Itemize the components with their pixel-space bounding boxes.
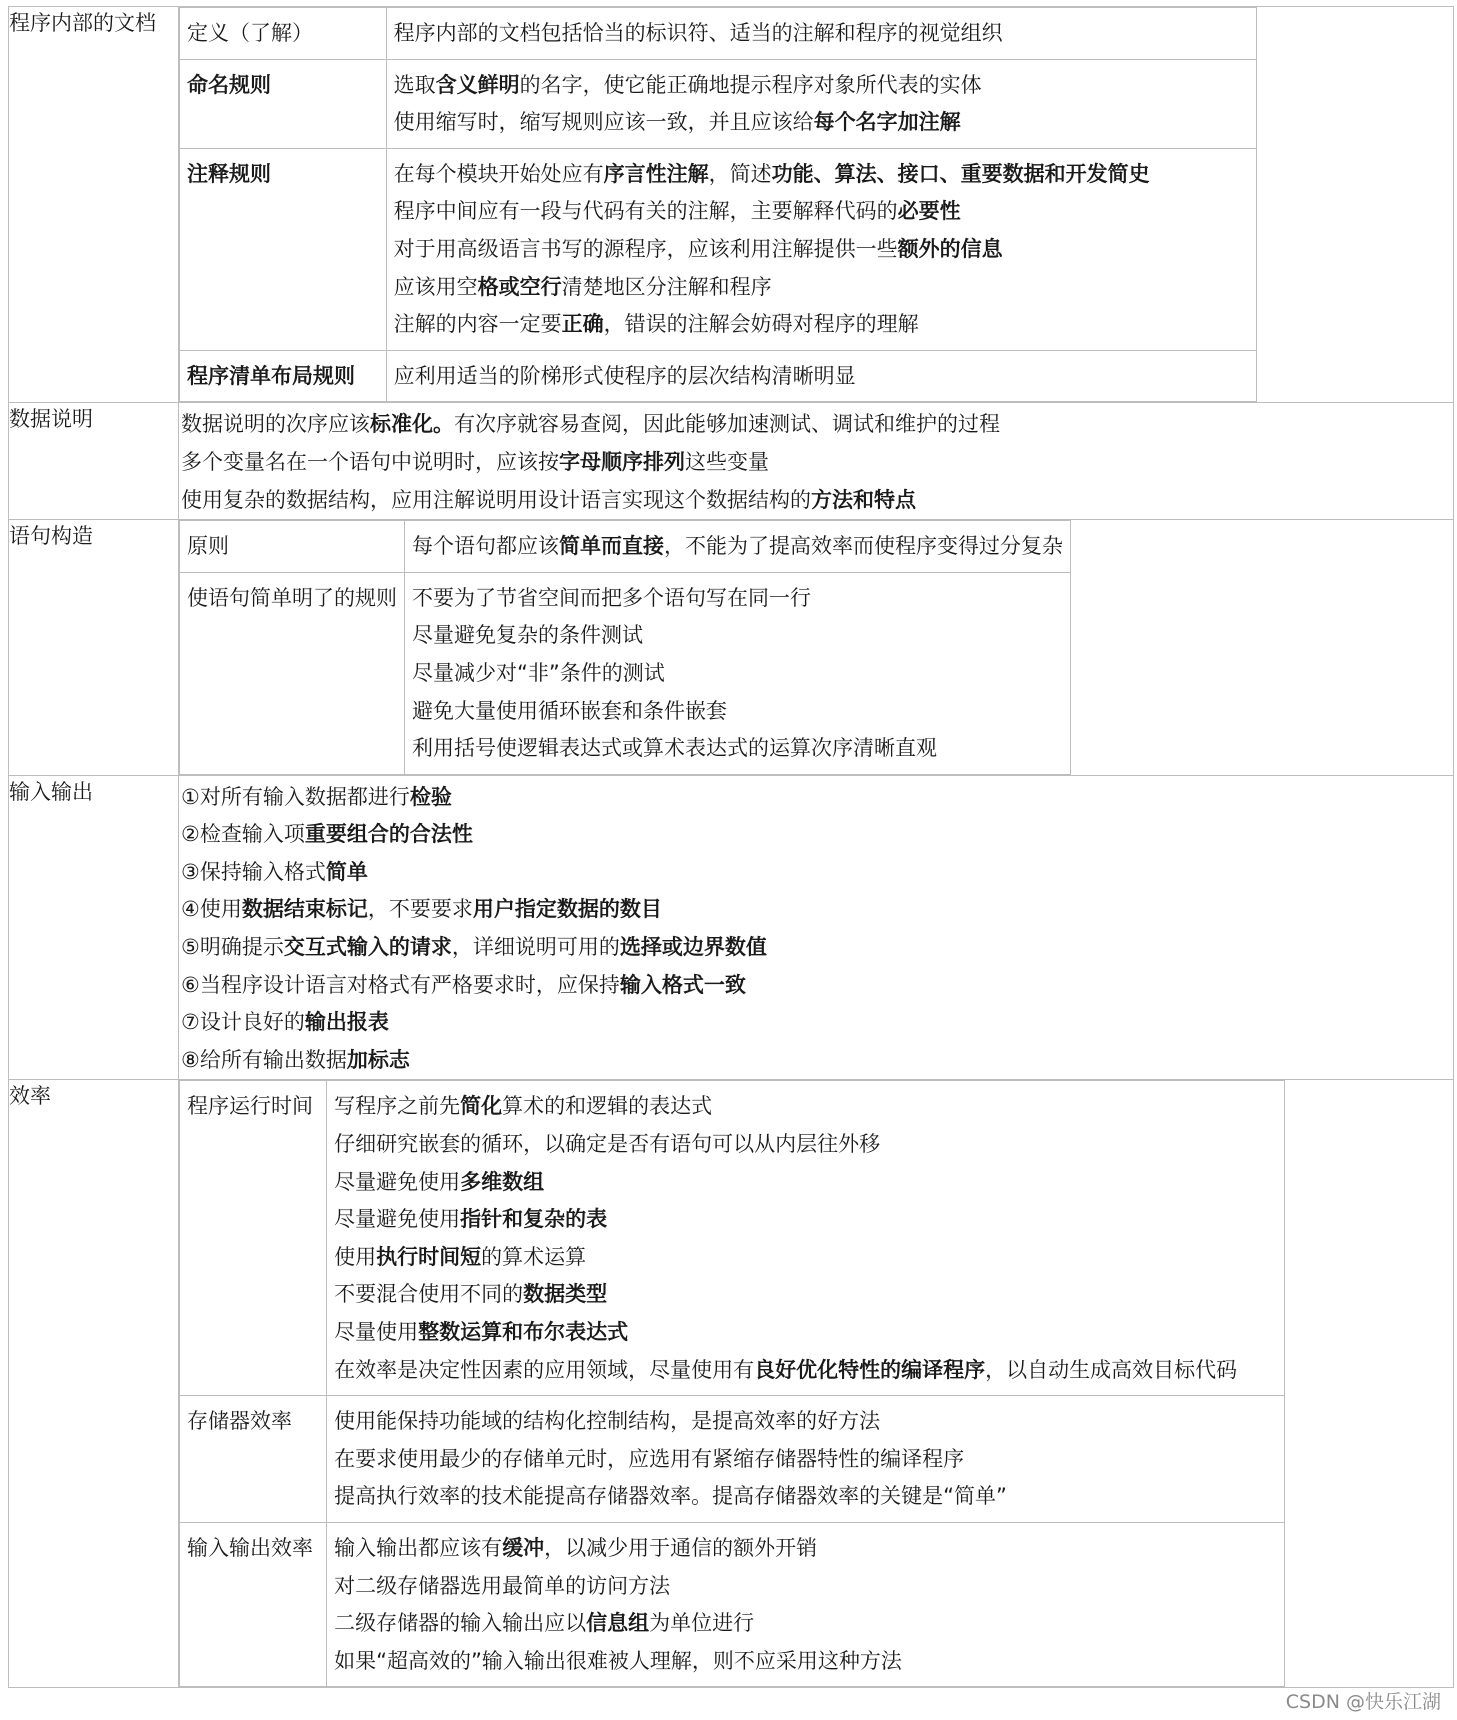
text-segment: 对二级存储器选用最简单的访问方法 [334,1573,671,1598]
bold-text: 标准化。 [370,412,454,437]
sub-row [180,8,1257,60]
bold-text: 信息组 [586,1611,650,1636]
text-segment: 程序内部的文档包括恰当的标识符、适当的注解和程序的视觉组织 [393,21,1003,45]
text-line [334,1276,1277,1314]
bold-text: 指针和复杂的表 [460,1207,608,1232]
sub-row [180,572,1071,774]
text-segment: 每个语句都应该 [412,534,559,559]
text-segment: 不要为了节省空间而把多个语句写在同一行 [412,585,811,610]
row-content [386,8,1256,60]
sub-row [180,148,1257,350]
text-segment: 选取 [393,72,436,97]
text-segment: 尽量避免使用 [334,1169,461,1194]
bold-text: 必要性 [897,199,961,224]
bold-text: 交互式输入的请求 [283,935,452,960]
text-segment: ⑦设计良好的 [181,1010,305,1035]
text-segment: 使用 [334,1244,377,1269]
text-segment: 对于用高级语言书写的源程序，应该利用注解提供一些 [393,236,898,261]
text-segment: ，不要要求 [367,897,473,922]
text-segment: 应该用空 [393,274,478,299]
text-segment: ⑥当程序设计语言对格式有严格要求时，应保持 [181,972,620,997]
sub-row [180,350,1257,402]
text-line [334,1605,1277,1643]
text-line [334,1239,1277,1277]
text-segment: 为单位进行 [649,1611,755,1636]
text-line [412,730,1063,768]
text-line [334,1126,1277,1164]
text-segment: ②检查输入项 [181,822,305,847]
text-line [412,528,1063,566]
sub-row [180,1081,1285,1396]
bold-text: 用户指定数据的数目 [472,897,662,922]
row-content [386,59,1256,148]
row-label: 注释规则 [187,161,271,186]
row-label: 命名规则 [187,72,271,97]
text-line [334,1088,1277,1126]
text-line [334,1530,1277,1568]
bold-text: 简单而直接 [559,534,664,559]
text-line [394,306,1249,344]
text-line [334,1403,1277,1441]
row-label: 原则 [187,534,229,559]
text-line [334,1314,1277,1352]
text-line [394,15,1249,53]
text-segment: 有次序就容易查阅，因此能够加速测试、调试和维护的过程 [454,412,1000,437]
text-segment: 尽量避免复杂的条件测试 [412,623,643,648]
text-segment: 在每个模块开始处应有 [393,161,604,186]
bold-text: 正确 [561,312,604,337]
text-segment: 数据说明的次序应该 [181,412,370,437]
text-segment: 不要混合使用不同的 [334,1282,524,1307]
text-segment: ①对所有输入数据都进行 [181,784,410,809]
text-segment: 尽量使用 [334,1320,419,1344]
text-line [334,1568,1277,1606]
text-line [394,156,1249,194]
sub-row [180,521,1071,573]
section-statement [9,520,1454,776]
text-segment: 避免大量使用循环嵌套和条件嵌套 [412,698,727,723]
text-segment: 这些变量 [685,449,769,474]
text-segment: 使用能保持功能域的结构化控制结构，是提高效率的好方法 [334,1409,881,1434]
text-segment: ，不能为了提高效率而使程序变得过分复杂 [664,534,1063,559]
text-line [412,693,1063,731]
text-segment: 在要求使用最少的存储单元时，应选用有紧缩存储器特性的编译程序 [334,1446,965,1471]
text-line [334,1643,1277,1681]
text-segment: 的名字，使它能正确地提示程序对象所代表的实体 [519,72,982,97]
text-line [179,816,1453,854]
text-line [179,891,1453,929]
bold-text: 方法和特点 [811,487,916,512]
text-line [394,358,1249,396]
bold-text: 简单 [325,859,368,884]
text-segment: 算术的和逻辑的表达式 [502,1094,713,1119]
row-content [405,521,1071,573]
text-segment: 利用括号使逻辑表达式或算术表达式的运算次序清晰直观 [412,736,937,761]
text-segment: ，错误的注解会妨碍对程序的理解 [603,312,919,337]
text-line [334,1352,1277,1390]
bold-text: 格或空行 [477,274,562,299]
row-label: 使语句简单明了的规则 [187,585,397,610]
section-io [9,775,1454,1080]
section-title: 数据说明 [9,403,179,520]
section-title: 程序内部的文档 [9,7,179,403]
bold-text: 数据结束标记 [241,897,368,922]
row-content [405,572,1071,774]
text-segment: 程序中间应有一段与代码有关的注解，主要解释代码的 [393,199,898,224]
text-segment: 提高执行效率的技术能提高存储器效率。提高存储器效率的关键是“简单” [334,1484,1007,1509]
row-content [327,1522,1285,1686]
text-segment: 输入输出都应该有 [334,1535,503,1560]
text-segment: ⑧给所有输出数据 [181,1047,347,1072]
data-desc-lines [179,403,1454,520]
internal-docs-table [179,7,1257,402]
bold-text: 功能、算法、接口、重要数据和开发简史 [771,161,1150,186]
text-line [334,1201,1277,1239]
text-line [412,617,1063,655]
bold-text: 整数运算和布尔表达式 [418,1320,629,1344]
text-segment: ，以自动生成高效目标代码 [985,1357,1238,1382]
bold-text: 执行时间短 [376,1244,482,1269]
section-efficiency [9,1080,1454,1688]
text-line [412,580,1063,618]
text-line [394,104,1249,142]
bold-text: 数据类型 [523,1282,608,1307]
text-line [179,1042,1453,1080]
sub-row [180,1522,1285,1686]
text-segment: 应利用适当的阶梯形式使程序的层次结构清晰明显 [393,363,856,388]
bold-text: 输入格式一致 [619,972,746,997]
section-title: 语句构造 [9,520,179,776]
text-segment: 尽量避免使用 [334,1207,461,1232]
bold-text: 含义鲜明 [435,72,520,97]
bold-text: 检验 [409,784,452,809]
text-segment: 多个变量名在一个语句中说明时，应该按 [181,449,559,474]
text-line [179,967,1453,1005]
bold-text: 加标志 [346,1047,410,1072]
bold-text: 良好优化特性的编译程序 [754,1357,986,1382]
text-segment: ，以减少用于通信的额外开销 [544,1535,818,1560]
text-segment: 仔细研究嵌套的循环，以确定是否有语句可以从内层往外移 [334,1132,881,1157]
text-line [334,1478,1277,1516]
text-line [394,67,1249,105]
text-line [179,929,1453,967]
row-content [386,148,1256,350]
text-line [394,269,1249,307]
watermark: CSDN @快乐江湖 [1285,1691,1441,1713]
row-label: 程序清单布局规则 [187,363,355,388]
row-content [386,350,1256,402]
text-line [394,231,1249,269]
bold-text: 输出报表 [304,1010,389,1035]
bold-text: 每个名字加注解 [813,110,961,135]
section-title: 输入输出 [9,775,179,1080]
text-line [179,1004,1453,1042]
text-segment: 使用复杂的数据结构，应用注解说明用设计语言实现这个数据结构的 [181,487,811,512]
text-line [179,444,1453,482]
text-segment: ④使用 [181,897,242,922]
section-title: 效率 [9,1080,179,1688]
text-line [179,854,1453,892]
bold-text: 缓冲 [502,1535,545,1560]
text-line [179,406,1453,444]
text-segment: 清楚地区分注解和程序 [561,274,772,299]
text-segment: 注解的内容一定要 [393,312,562,337]
statement-table [179,520,1071,775]
row-content [327,1396,1285,1523]
row-label: 定义（了解） [187,21,313,45]
efficiency-table [179,1080,1285,1687]
row-label: 存储器效率 [187,1409,292,1434]
bold-text: 字母顺序排列 [559,449,685,474]
bold-text: 选择或边界数值 [619,935,767,960]
sub-row [180,59,1257,148]
bold-text: 序言性注解 [603,161,709,186]
bold-text: 简化 [460,1094,503,1119]
text-line [179,482,1453,520]
bold-text: 额外的信息 [897,236,1003,261]
text-segment: ③保持输入格式 [181,859,326,884]
row-content [327,1081,1285,1396]
bold-text: 重要组合的合法性 [304,822,473,847]
text-line [334,1164,1277,1202]
text-segment: 如果“超高效的”输入输出很难被人理解，则不应采用这种方法 [334,1648,902,1673]
text-line [412,655,1063,693]
text-line [394,193,1249,231]
text-segment: 在效率是决定性因素的应用领域，尽量使用有 [334,1357,755,1382]
text-segment: ，详细说明可用的 [451,935,620,960]
text-segment: 尽量减少对“非”条件的测试 [412,660,665,685]
row-label: 输入输出效率 [187,1535,313,1560]
text-segment: 写程序之前先 [334,1094,461,1119]
text-segment: ⑤明确提示 [181,935,284,960]
document-table [8,6,1454,1688]
bold-text: 多维数组 [460,1169,545,1194]
text-segment: ，简述 [708,161,772,186]
text-segment: 使用缩写时，缩写规则应该一致，并且应该给 [393,110,814,135]
text-line [179,779,1453,817]
row-label: 程序运行时间 [187,1094,313,1119]
text-segment: 二级存储器的输入输出应以 [334,1611,587,1636]
text-line [334,1441,1277,1479]
section-internal-docs [9,7,1454,403]
io-lines [179,775,1454,1080]
text-segment: 的算术运算 [481,1244,587,1269]
sub-row [180,1396,1285,1523]
section-data-desc [9,403,1454,520]
